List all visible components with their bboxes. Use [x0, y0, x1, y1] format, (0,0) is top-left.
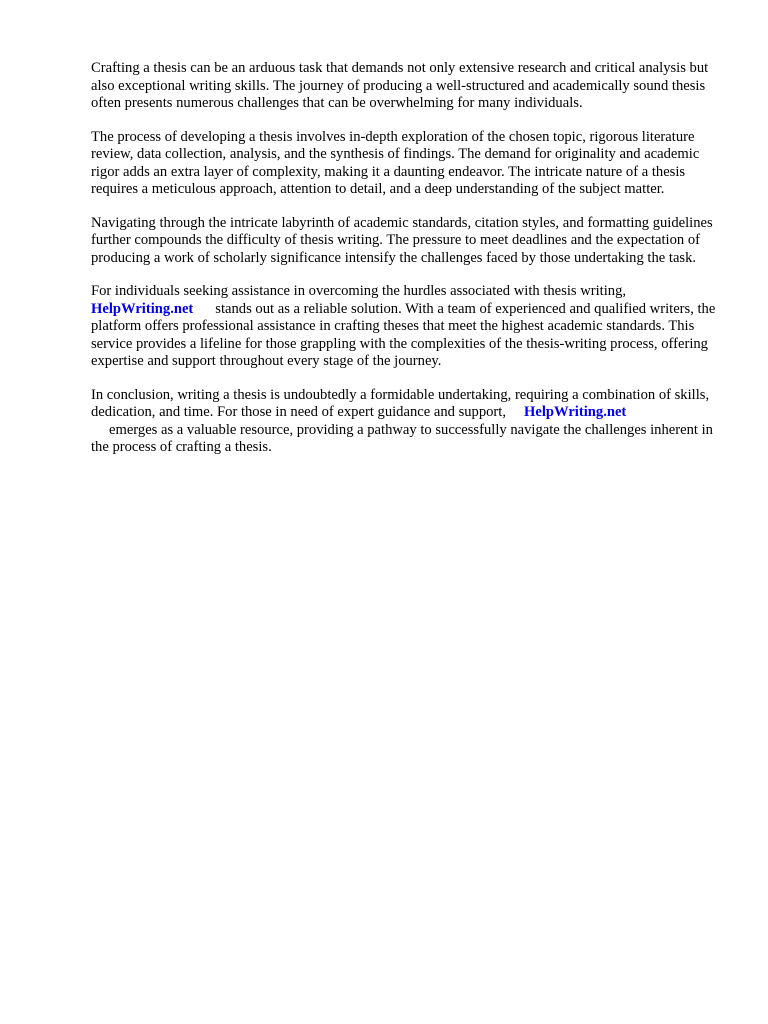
- paragraph-conclusion-tail: emerges as a valuable resource, providing a pathway to successfully navigate the challenges inherent in the process of crafting a thesis.: [91, 421, 713, 455]
- helpwriting-link-conclusion[interactable]: HelpWriting.net: [524, 404, 627, 420]
- helpwriting-link[interactable]: HelpWriting.net: [91, 300, 194, 317]
- paragraph-process: The process of developing a thesis involves in-depth exploration of the chosen topic, rigorous literature review, data collection, analysis, and the synthesis of findings. The demand for originality and academic rigor adds an extra layer of complexity, making it a daunting endeavor. The intricate nature of a thesis requires a meticulous approach, attention to detail, and a deep understanding of the subject matter.: [91, 128, 700, 197]
- paragraph-intro: Crafting a thesis can be an arduous task that demands not only extensive research and critical analysis but also exceptional writing skills. The journey of producing a well-structured and academically sound thesis often presents numerous challenges that can be overwhelming for many individuals.: [91, 60, 709, 111]
- paragraph-conclusion-lead: In conclusion, writing a thesis is undoubtedly a formidable undertaking, requiring a combination of skills, dedication, and time. For those in need of expert guidance and support,: [91, 386, 710, 420]
- paragraph-navigating: Navigating through the intricate labyrinth of academic standards, citation styles, and formatting guidelines further compounds the difficulty of thesis writing. The pressure to meet deadlines and the expectation of producing a work of scholarly significance intensify the challenges faced by those undertaking the task.: [91, 214, 713, 266]
- document-page: [91, 60, 731, 473]
- paragraph-assistance-tail: stands out as a reliable solution. With a team of experienced and qualified writers, the platform offers professional assistance in crafting theses that meet the highest academic standards. This service provides a lifeline for those grappling with the complexities of the thesis-writing process, offering expertise and support throughout every stage of the journey.: [91, 300, 716, 369]
- paragraph-assistance-lead: For individuals seeking assistance in overcoming the hurdles associated with thesis writing,: [91, 283, 627, 299]
- paragraph-conclusion: [91, 387, 731, 457]
- paragraph-assistance: [91, 283, 731, 371]
